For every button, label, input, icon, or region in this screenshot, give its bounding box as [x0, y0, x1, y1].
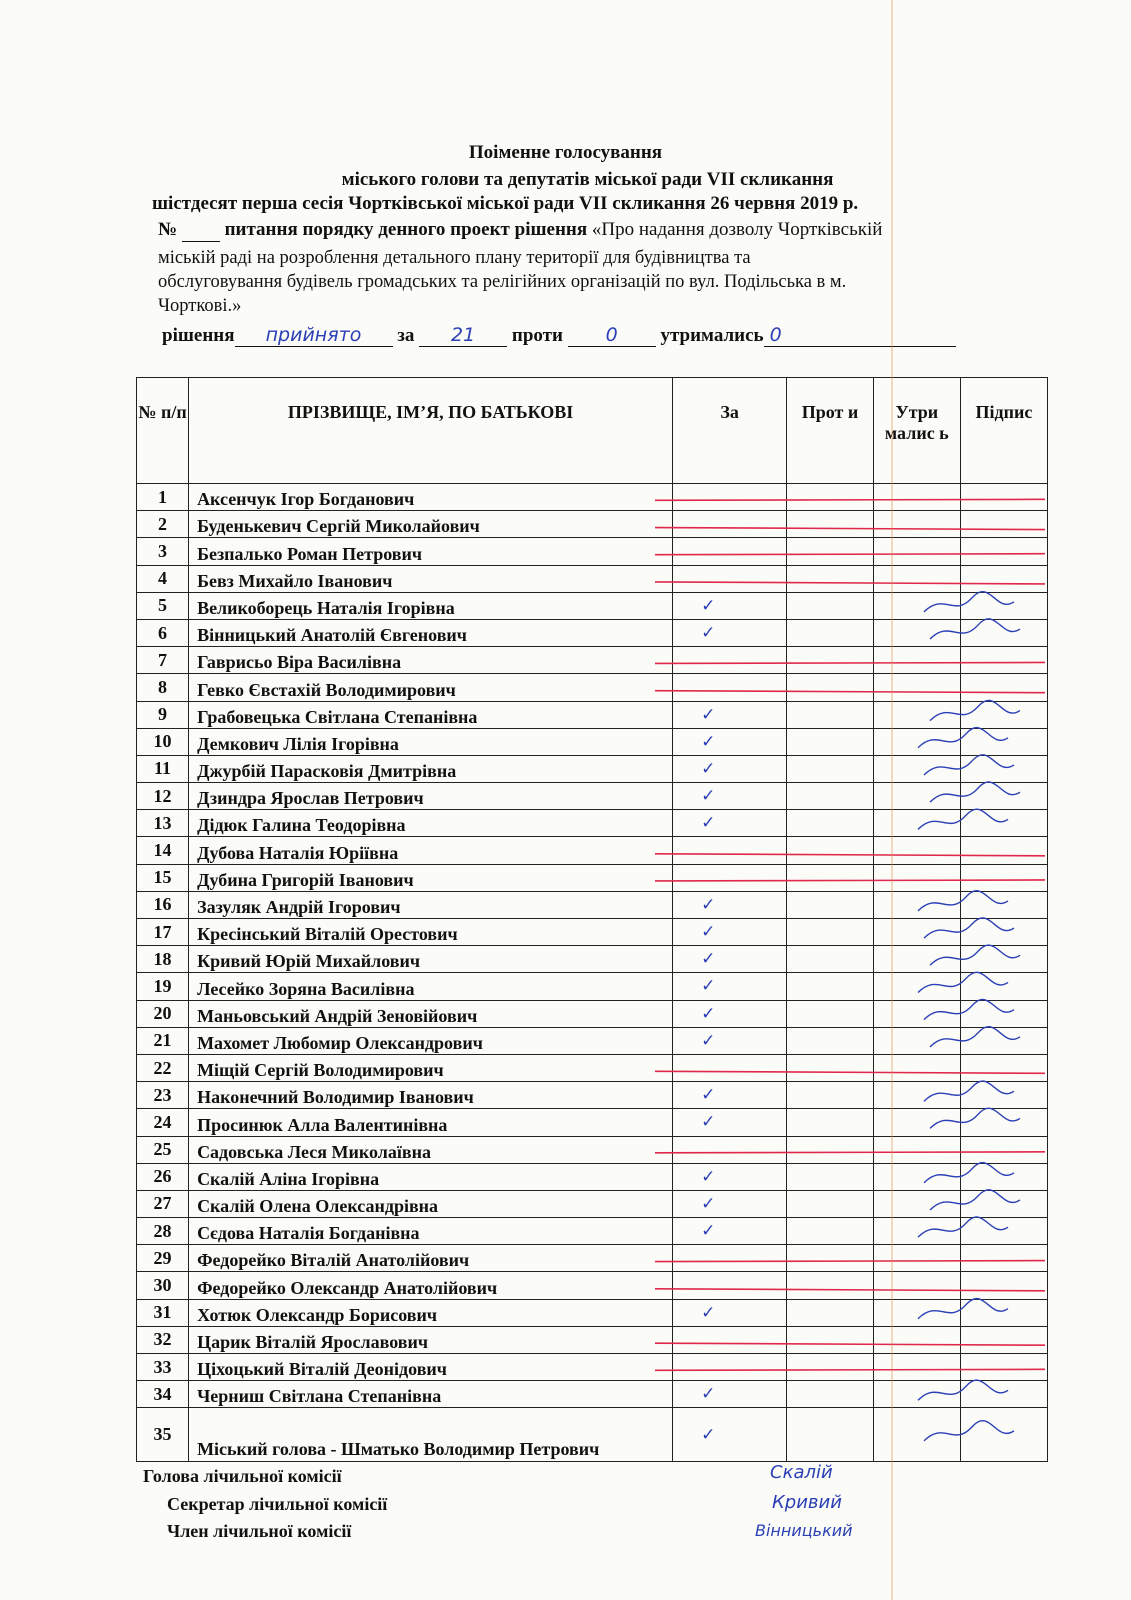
vote-abstain-cell [873, 1000, 960, 1027]
vote-against-cell [787, 755, 874, 782]
vote-against-cell [787, 565, 874, 592]
document-title: Поіменне голосування [468, 142, 663, 163]
header-for: За [673, 378, 787, 484]
deputy-name: Лесейко Зоряна Василівна [189, 973, 673, 1000]
vote-for-mark: ✓ [673, 1218, 787, 1245]
vote-against-cell [787, 701, 874, 728]
row-number: 30 [137, 1272, 189, 1299]
session-line: шістдесят перша сесія Чортківської міської ради VII скликання 26 червня 2019 р. [152, 193, 859, 214]
signature-cell [960, 1109, 1047, 1136]
vote-for-mark: ✓ [673, 783, 787, 810]
vote-against-cell [787, 674, 874, 701]
vote-abstain-cell [873, 1054, 960, 1081]
table-row [137, 1163, 1048, 1190]
vote-for-mark: ✓ [673, 1109, 787, 1136]
signature-cell [960, 619, 1047, 646]
table-row [137, 810, 1048, 837]
deputy-name: Міщій Сергій Володимирович [189, 1054, 673, 1081]
deputy-name: Великоборець Наталія Ігорівна [189, 592, 673, 619]
vote-for-mark: ✓ [673, 919, 787, 946]
deputy-name: Хотюк Олександр Борисович [189, 1299, 673, 1326]
footer-secretary: Секретар лічильної комісії [167, 1494, 388, 1514]
footer-chair: Голова лічильної комісії [143, 1466, 342, 1486]
table-row [137, 1245, 1048, 1272]
table-row [137, 565, 1048, 592]
vote-for-mark [673, 565, 787, 592]
vote-abstain-cell [873, 755, 960, 782]
table-row [137, 701, 1048, 728]
row-number: 26 [137, 1163, 189, 1190]
deputy-name: Черниш Світлана Степанівна [189, 1381, 673, 1408]
deputy-name: Дідюк Галина Теодорівна [189, 810, 673, 837]
deputy-name: Міський голова - Шматько Володимир Петрович [189, 1408, 673, 1462]
signature-cell [960, 592, 1047, 619]
row-number: 1 [137, 484, 189, 511]
signature-cell [960, 647, 1047, 674]
table-row [137, 973, 1048, 1000]
signature-cell [960, 701, 1047, 728]
vote-for-mark: ✓ [673, 891, 787, 918]
vote-for-mark [673, 1054, 787, 1081]
table-row [137, 484, 1048, 511]
member-handwritten-name: Вінницький [755, 1521, 853, 1540]
vote-against-cell [787, 1326, 874, 1353]
vote-against-cell [787, 919, 874, 946]
table-row [137, 1354, 1048, 1381]
footer-member: Член лічильної комісії [167, 1521, 352, 1541]
vote-abstain-cell [873, 891, 960, 918]
vote-for-mark [673, 1326, 787, 1353]
signature-cell [960, 1299, 1047, 1326]
row-number: 2 [137, 511, 189, 538]
vote-abstain-cell [873, 1245, 960, 1272]
vote-for-mark: ✓ [673, 619, 787, 646]
deputy-name: Скалій Аліна Ігорівна [189, 1163, 673, 1190]
table-row [137, 619, 1048, 646]
vote-against-cell [787, 1000, 874, 1027]
against-label: проти [511, 325, 563, 346]
table-row [137, 891, 1048, 918]
row-number: 35 [137, 1408, 189, 1462]
vote-abstain-cell [873, 919, 960, 946]
vote-abstain-cell [873, 1136, 960, 1163]
header-num: № п/п [137, 378, 189, 484]
table-row [137, 1381, 1048, 1408]
signature-cell [960, 1136, 1047, 1163]
row-number: 8 [137, 674, 189, 701]
question-line-1 [158, 219, 1053, 242]
row-number: 28 [137, 1218, 189, 1245]
signature-cell [960, 1027, 1047, 1054]
vote-abstain-cell [873, 484, 960, 511]
deputy-name: Скалій Олена Олександрівна [189, 1190, 673, 1217]
signature-cell [960, 1245, 1047, 1272]
vote-for-mark [673, 837, 787, 864]
vote-for-mark: ✓ [673, 1190, 787, 1217]
vote-against-cell [787, 1163, 874, 1190]
signature-cell [960, 538, 1047, 565]
header-abstain: Утри малис ь [873, 378, 960, 484]
table-row [137, 511, 1048, 538]
vote-for-mark: ✓ [673, 810, 787, 837]
deputy-name: Ціхоцький Віталій Деонідович [189, 1354, 673, 1381]
signature-cell [960, 484, 1047, 511]
row-number: 19 [137, 973, 189, 1000]
signature-cell [960, 1082, 1047, 1109]
vote-for-mark: ✓ [673, 1082, 787, 1109]
vote-abstain-cell [873, 864, 960, 891]
row-number: 24 [137, 1109, 189, 1136]
table-row [137, 592, 1048, 619]
row-number: 31 [137, 1299, 189, 1326]
signature-cell [960, 565, 1047, 592]
signature-cell [960, 864, 1047, 891]
row-number: 16 [137, 891, 189, 918]
vote-abstain-cell [873, 647, 960, 674]
deputy-name: Федорейко Віталій Анатолійович [189, 1245, 673, 1272]
deputy-name: Наконечний Володимир Іванович [189, 1082, 673, 1109]
vote-abstain-cell [873, 619, 960, 646]
signature-cell [960, 810, 1047, 837]
row-number: 7 [137, 647, 189, 674]
question-line-4: Чорткові.» [158, 296, 242, 316]
table-row [137, 674, 1048, 701]
vote-abstain-cell [873, 1381, 960, 1408]
table-row [137, 946, 1048, 973]
vote-abstain-cell [873, 592, 960, 619]
table-row [137, 1136, 1048, 1163]
row-number: 3 [137, 538, 189, 565]
vote-against-cell [787, 1027, 874, 1054]
vote-abstain-cell [873, 810, 960, 837]
vote-abstain-cell [873, 1354, 960, 1381]
table-row [137, 1408, 1048, 1462]
deputy-name: Безпалько Роман Петрович [189, 538, 673, 565]
vote-for-mark: ✓ [673, 973, 787, 1000]
vote-abstain-cell [873, 837, 960, 864]
vote-for-mark: ✓ [673, 1299, 787, 1326]
vote-for-mark: ✓ [673, 755, 787, 782]
table-row [137, 1218, 1048, 1245]
header-name: ПРІЗВИЩЕ, ІМ’Я, ПО БАТЬКОВІ [189, 378, 673, 484]
vote-for-mark [673, 864, 787, 891]
deputy-name: Кресінський Віталій Орестович [189, 919, 673, 946]
vote-for-mark [673, 647, 787, 674]
vote-abstain-cell [873, 1272, 960, 1299]
table-row [137, 919, 1048, 946]
table-row [137, 538, 1048, 565]
question-number-blank [182, 219, 220, 242]
signature-cell [960, 1272, 1047, 1299]
question-number-prefix: № [158, 219, 178, 240]
vote-against-cell [787, 1136, 874, 1163]
row-number: 20 [137, 1000, 189, 1027]
vote-for-mark: ✓ [673, 1000, 787, 1027]
row-number: 13 [137, 810, 189, 837]
vote-abstain-cell [873, 1218, 960, 1245]
row-number: 4 [137, 565, 189, 592]
vote-for-mark [673, 511, 787, 538]
vote-against-cell [787, 1381, 874, 1408]
vote-against-cell [787, 973, 874, 1000]
deputy-name: Грабовецька Світлана Степанівна [189, 701, 673, 728]
deputy-name: Просинюк Алла Валентинівна [189, 1109, 673, 1136]
vote-against-cell [787, 1109, 874, 1136]
table-row [137, 1272, 1048, 1299]
for-label: за [397, 325, 415, 346]
table-row [137, 1000, 1048, 1027]
vote-against-cell [787, 783, 874, 810]
table-row [137, 1027, 1048, 1054]
vote-against-cell [787, 1408, 874, 1462]
signature-cell [960, 1054, 1047, 1081]
table-row [137, 728, 1048, 755]
deputy-name: Царик Віталій Ярославович [189, 1326, 673, 1353]
deputy-name: Маньовський Андрій Зеновійович [189, 1000, 673, 1027]
table-row [137, 1082, 1048, 1109]
deputy-name: Дзиндра Ярослав Петрович [189, 783, 673, 810]
row-number: 18 [137, 946, 189, 973]
row-number: 23 [137, 1082, 189, 1109]
row-number: 6 [137, 619, 189, 646]
row-number: 11 [137, 755, 189, 782]
vote-abstain-cell [873, 1109, 960, 1136]
signature-cell [960, 1218, 1047, 1245]
vote-abstain-cell [873, 1408, 960, 1462]
vote-against-cell [787, 538, 874, 565]
row-number: 9 [137, 701, 189, 728]
vote-abstain-cell [873, 565, 960, 592]
deputy-name: Буденькевич Сергій Миколайович [189, 511, 673, 538]
table-row [137, 755, 1048, 782]
deputy-name: Кривий Юрій Михайлович [189, 946, 673, 973]
signature-cell [960, 1408, 1047, 1462]
table-header-row [137, 378, 1048, 484]
signature-cell [960, 755, 1047, 782]
vote-against-cell [787, 810, 874, 837]
question-line-2: міській раді на розроблення детального плану території для будівництва та [158, 248, 751, 268]
row-number: 29 [137, 1245, 189, 1272]
signature-cell [960, 674, 1047, 701]
header-signature: Підпис [960, 378, 1047, 484]
vote-for-mark: ✓ [673, 1408, 787, 1462]
question-line-3: обслуговування будівель громадських та релігійних організацій по вул. Подільська в м. [158, 272, 847, 292]
vote-abstain-cell [873, 701, 960, 728]
deputy-name: Федорейко Олександр Анатолійович [189, 1272, 673, 1299]
vote-against-cell [787, 1082, 874, 1109]
header-against: Прот и [787, 378, 874, 484]
signature-cell [960, 946, 1047, 973]
decision-line [162, 324, 956, 347]
row-number: 5 [137, 592, 189, 619]
against-count: 0 [568, 324, 656, 347]
deputy-name: Зазуляк Андрій Ігорович [189, 891, 673, 918]
row-number: 34 [137, 1381, 189, 1408]
vote-against-cell [787, 891, 874, 918]
vote-abstain-cell [873, 1190, 960, 1217]
vote-abstain-cell [873, 1299, 960, 1326]
decision-value: прийнято [235, 324, 393, 347]
vote-for-mark: ✓ [673, 1381, 787, 1408]
deputy-name: Сєдова Наталія Богданівна [189, 1218, 673, 1245]
row-number: 15 [137, 864, 189, 891]
vote-for-mark [673, 1136, 787, 1163]
row-number: 33 [137, 1354, 189, 1381]
vote-against-cell [787, 647, 874, 674]
vote-for-mark [673, 1272, 787, 1299]
signature-cell [960, 1326, 1047, 1353]
vote-abstain-cell [873, 783, 960, 810]
vote-for-mark [673, 538, 787, 565]
signature-cell [960, 837, 1047, 864]
deputy-name: Демкович Лілія Ігорівна [189, 728, 673, 755]
abstain-label: утримались [660, 325, 764, 346]
decision-label: рішення [162, 325, 235, 346]
row-number: 14 [137, 837, 189, 864]
row-number: 32 [137, 1326, 189, 1353]
vote-for-mark: ✓ [673, 946, 787, 973]
vote-abstain-cell [873, 946, 960, 973]
signature-cell [960, 1163, 1047, 1190]
vote-abstain-cell [873, 674, 960, 701]
vote-against-cell [787, 1054, 874, 1081]
vote-abstain-cell [873, 1027, 960, 1054]
deputy-name: Бевз Михайло Іванович [189, 565, 673, 592]
vote-against-cell [787, 1245, 874, 1272]
deputy-name: Садовська Леся Миколаївна [189, 1136, 673, 1163]
secretary-handwritten-name: Кривий [772, 1492, 842, 1513]
signature-cell [960, 1381, 1047, 1408]
table-row [137, 1299, 1048, 1326]
for-count: 21 [419, 324, 507, 347]
signature-cell [960, 1354, 1047, 1381]
deputy-name: Гаврисьо Віра Василівна [189, 647, 673, 674]
vote-against-cell [787, 946, 874, 973]
signature-cell [960, 973, 1047, 1000]
deputy-name: Гевко Євстахій Володимирович [189, 674, 673, 701]
vote-against-cell [787, 484, 874, 511]
signature-cell [960, 919, 1047, 946]
vote-abstain-cell [873, 511, 960, 538]
vote-abstain-cell [873, 973, 960, 1000]
vote-abstain-cell [873, 1163, 960, 1190]
vote-for-mark [673, 1354, 787, 1381]
vote-against-cell [787, 1272, 874, 1299]
row-number: 10 [137, 728, 189, 755]
deputy-name: Вінницький Анатолій Євгенович [189, 619, 673, 646]
vote-for-mark: ✓ [673, 1163, 787, 1190]
deputy-name: Махомет Любомир Олександрович [189, 1027, 673, 1054]
signature-cell [960, 783, 1047, 810]
signature-cell [960, 511, 1047, 538]
deputy-name: Дубова Наталія Юріївна [189, 837, 673, 864]
document-subtitle: міського голови та депутатів міської ради VII скликання [341, 169, 834, 190]
table-row [137, 647, 1048, 674]
vote-against-cell [787, 1299, 874, 1326]
table-row [137, 1109, 1048, 1136]
vote-for-mark: ✓ [673, 1027, 787, 1054]
row-number: 22 [137, 1054, 189, 1081]
vote-against-cell [787, 1190, 874, 1217]
vote-against-cell [787, 1218, 874, 1245]
vote-abstain-cell [873, 728, 960, 755]
deputy-name: Дубина Григорій Іванович [189, 864, 673, 891]
row-number: 21 [137, 1027, 189, 1054]
deputy-name: Джурбій Парасковія Дмитрівна [189, 755, 673, 782]
deputy-name: Аксенчук Ігор Богданович [189, 484, 673, 511]
vote-against-cell [787, 864, 874, 891]
vote-against-cell [787, 511, 874, 538]
row-number: 17 [137, 919, 189, 946]
table-row [137, 1326, 1048, 1353]
vote-against-cell [787, 619, 874, 646]
signature-cell [960, 728, 1047, 755]
vote-for-mark [673, 674, 787, 701]
row-number: 27 [137, 1190, 189, 1217]
vote-for-mark [673, 1245, 787, 1272]
table-row [137, 837, 1048, 864]
vote-against-cell [787, 592, 874, 619]
vote-for-mark: ✓ [673, 728, 787, 755]
question-bold-text: питання порядку денного проект рішення [224, 219, 588, 240]
chair-handwritten-name: Скалій [770, 1462, 833, 1483]
table-row [137, 1190, 1048, 1217]
vote-abstain-cell [873, 1082, 960, 1109]
table-row [137, 864, 1048, 891]
vote-for-mark [673, 484, 787, 511]
vote-against-cell [787, 728, 874, 755]
vote-for-mark: ✓ [673, 701, 787, 728]
row-number: 25 [137, 1136, 189, 1163]
vote-abstain-cell [873, 1326, 960, 1353]
table-row [137, 1054, 1048, 1081]
signature-cell [960, 1190, 1047, 1217]
question-text-start: «Про надання дозволу Чортківській [591, 219, 883, 240]
vote-for-mark: ✓ [673, 592, 787, 619]
vote-against-cell [787, 837, 874, 864]
table-body [137, 484, 1048, 1462]
row-number: 12 [137, 783, 189, 810]
abstain-count: 0 [764, 324, 956, 347]
vote-abstain-cell [873, 538, 960, 565]
table-row [137, 783, 1048, 810]
signature-cell [960, 1000, 1047, 1027]
vote-against-cell [787, 1354, 874, 1381]
signature-cell [960, 891, 1047, 918]
voting-table [136, 377, 1048, 1462]
